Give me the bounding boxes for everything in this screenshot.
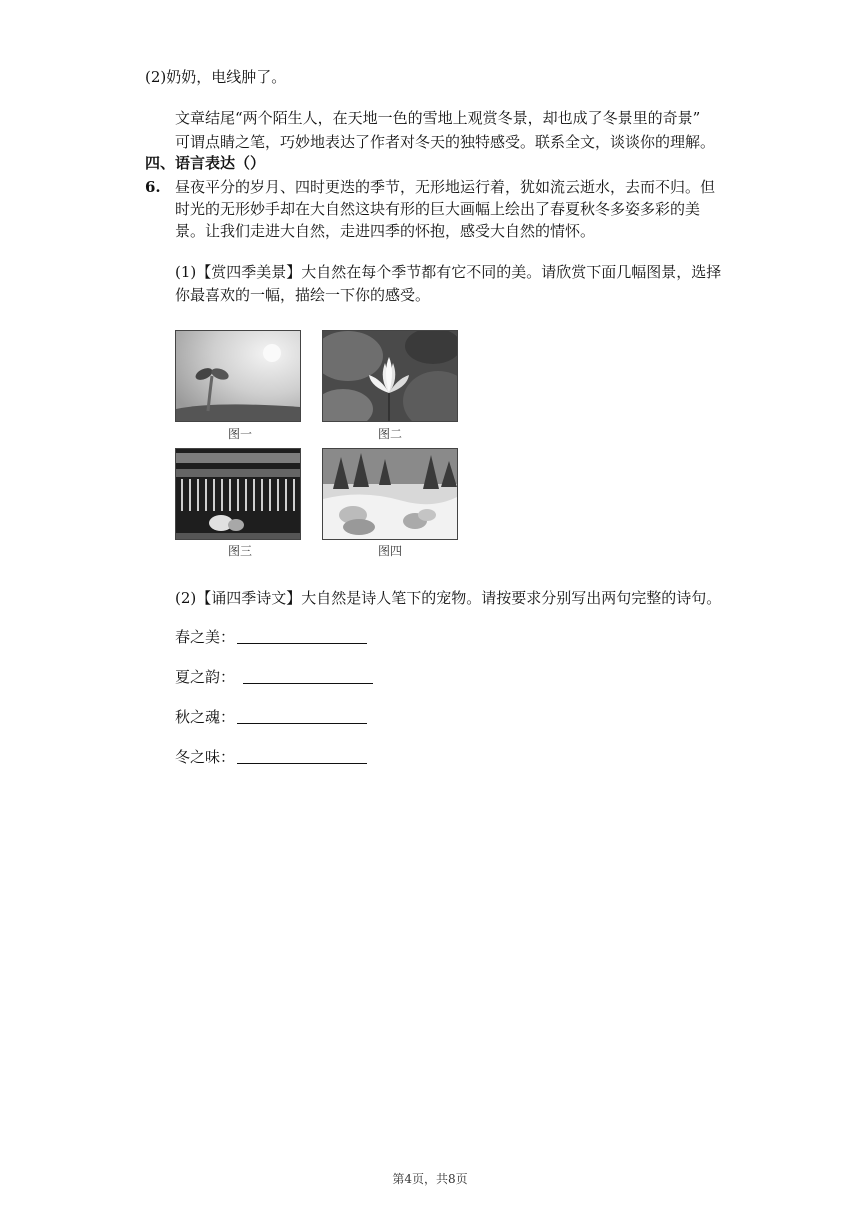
answer-spring bbox=[175, 627, 367, 647]
image-caption-4: 图四 bbox=[377, 544, 402, 558]
answer-spring-label: 春之美： bbox=[175, 628, 236, 646]
answer-autumn-blank[interactable] bbox=[237, 709, 367, 724]
image-caption-1: 图一 bbox=[227, 427, 252, 441]
question-text-line-1: 文章结尾“两个陌生人，在天地一色的雪地上观赏冬景，却也成了冬景里的奇景” bbox=[175, 109, 701, 127]
image-caption-3: 图三 bbox=[227, 544, 252, 558]
snow-forest-photo bbox=[322, 448, 458, 540]
harvest-photo bbox=[175, 448, 301, 540]
answer-autumn bbox=[175, 707, 367, 727]
question-item-2: (2)奶奶，电线肿了。 bbox=[145, 68, 287, 86]
question-text-line-2: 可谓点睛之笔，巧妙地表达了作者对冬天的独特感受。联系全文，谈谈你的理解。 bbox=[175, 133, 716, 151]
question-number: 6. bbox=[145, 178, 161, 196]
answer-summer-blank[interactable] bbox=[243, 669, 373, 684]
section-heading: 四、语言表达（） bbox=[145, 154, 266, 172]
q6-text-line-3: 景。让我们走进大自然，走进四季的怀抱，感受大自然的情怀。 bbox=[175, 222, 596, 240]
answer-summer bbox=[175, 667, 373, 687]
q6-text-line-2: 时光的无形妙手却在大自然这块有形的巨大画幅上绘出了春夏秋冬多姿多彩的美 bbox=[175, 200, 701, 218]
q6-text-line-1: 昼夜平分的岁月、四时更迭的季节，无形地运行着，犹如流云逝水，去而不归。但 bbox=[175, 178, 716, 196]
answer-winter bbox=[175, 747, 367, 767]
seedling-photo bbox=[175, 330, 301, 422]
answer-winter-label: 冬之味： bbox=[175, 748, 236, 766]
page-footer: 第4页，共8页 bbox=[392, 1172, 468, 1186]
answer-summer-label: 夏之韵： bbox=[175, 668, 236, 686]
answer-winter-blank[interactable] bbox=[237, 749, 367, 764]
answer-autumn-label: 秋之魂： bbox=[175, 708, 236, 726]
subquestion-2: (2)【诵四季诗文】大自然是诗人笔下的宠物。请按要求分别写出两句完整的诗句。 bbox=[175, 589, 722, 607]
image-caption-2: 图二 bbox=[377, 427, 402, 441]
lotus-photo bbox=[322, 330, 458, 422]
answer-spring-blank[interactable] bbox=[237, 629, 367, 644]
subquestion-1-line-2: 你最喜欢的一幅，描绘一下你的感受。 bbox=[175, 286, 431, 304]
subquestion-1-line-1: (1)【赏四季美景】大自然在每个季节都有它不同的美。请欣赏下面几幅图景，选择 bbox=[175, 263, 722, 281]
